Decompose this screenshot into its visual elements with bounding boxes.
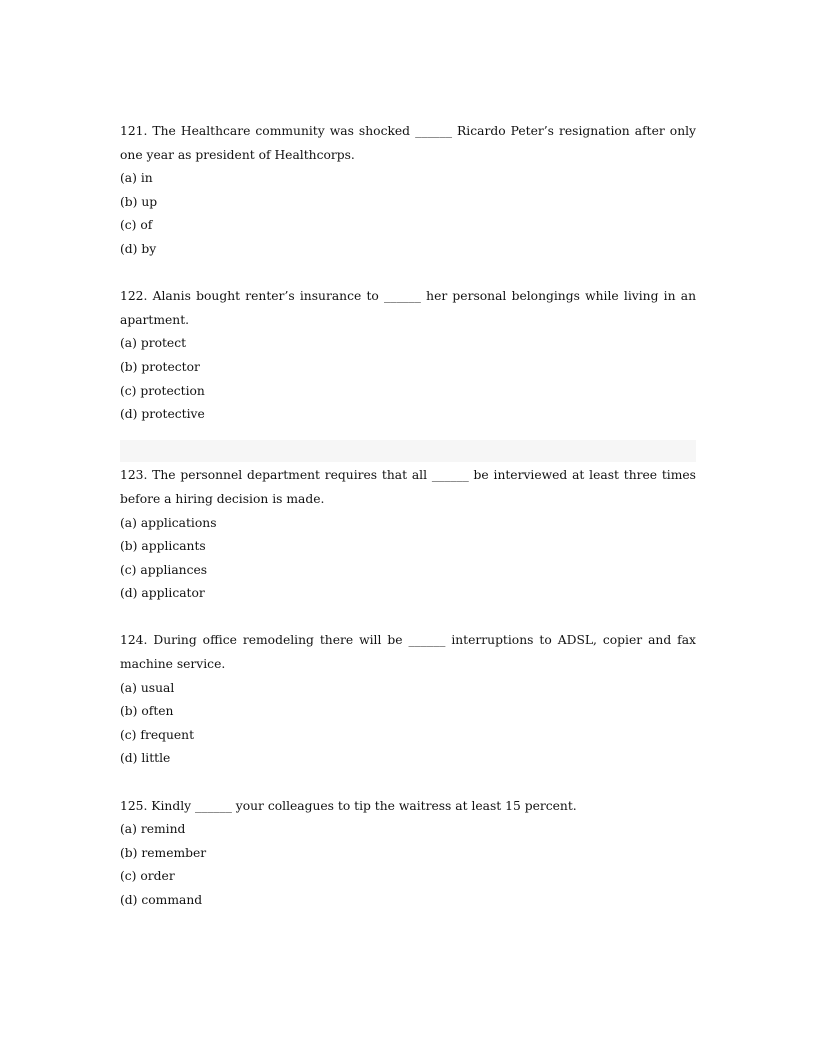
option-d: (d) by [120, 241, 157, 256]
option-a: (a) in [120, 171, 153, 186]
option-c: (c) frequent [120, 727, 195, 742]
option-d: (d) protective [120, 407, 205, 422]
question-122 [120, 285, 696, 427]
option-c: (c) order [120, 869, 175, 884]
option-d: (d) command [120, 893, 203, 907]
paragraph-gap [120, 606, 696, 630]
question-124 [120, 629, 696, 771]
shaded-separator [120, 427, 696, 451]
option-b: (b) protector [120, 359, 200, 374]
option-a: (a) usual [120, 680, 175, 695]
option-a: (a) applications [120, 515, 217, 530]
question-stem: 124. During office remodeling there will be ______ interruptions to ADSL, copier and fax machine service. [120, 633, 696, 672]
option-c: (c) appliances [120, 562, 208, 577]
option-b: (b) up [120, 194, 158, 209]
question-125 [120, 795, 696, 913]
question-stem: 123. The personnel department requires that all ______ be interviewed at least three times before a hiring decision is made. [120, 468, 696, 506]
option-c: (c) of [120, 218, 153, 233]
question-stem: 122. Alanis bought renter’s insurance to ______ her personal belongings while living in an apartment. [120, 289, 696, 327]
question-stem: 121. The Healthcare community was shocked ______ Ricardo Peter’s resignation after only one year as president of Healthcorps. [120, 124, 696, 162]
question-123 [120, 464, 696, 606]
option-a: (a) remind [120, 822, 186, 837]
option-b: (b) remember [120, 845, 207, 860]
option-d: (d) little [120, 751, 171, 766]
option-a: (a) protect [120, 336, 187, 351]
question-stem: 125. Kindly ______ your colleagues to tip the waitress at least 15 percent. [120, 798, 577, 813]
document-page [120, 120, 696, 913]
option-d: (d) applicator [120, 586, 205, 601]
option-b: (b) applicants [120, 539, 206, 554]
paragraph-gap [120, 771, 696, 795]
paragraph-gap [120, 262, 696, 286]
shaded-band [120, 440, 696, 462]
option-c: (c) protection [120, 383, 205, 398]
question-121 [120, 120, 696, 262]
option-b: (b) often [120, 704, 174, 719]
